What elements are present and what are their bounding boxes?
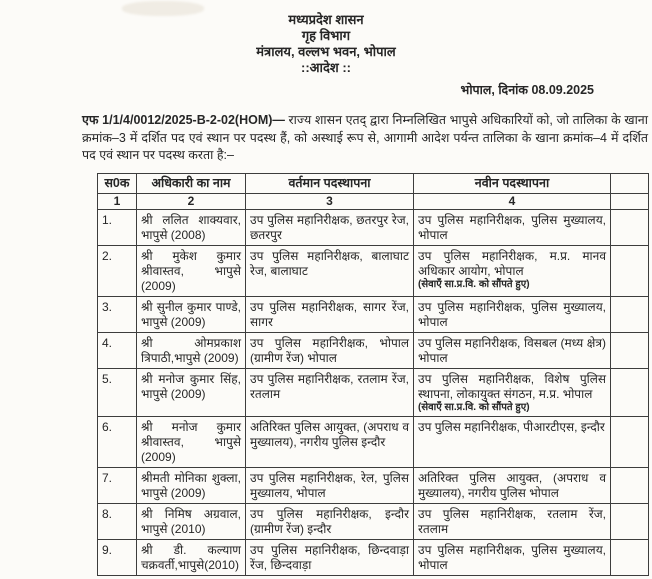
header-sno: स0क	[98, 173, 137, 193]
table-row	[98, 503, 649, 539]
header-current-posting: वर्तमान पदस्थापना	[246, 173, 414, 193]
current-posting-cell: उप पुलिस महानिरीक्षक, इन्दौर (ग्रामीण रेंज) इन्दौर	[246, 503, 414, 539]
table-row	[98, 368, 649, 416]
spare-cell	[611, 245, 649, 296]
current-posting-cell: अतिरिक्त पुलिस आयुक्त, (अपराध व मुख्यालय), नगरीय पुलिस इन्दौर	[246, 416, 414, 467]
sno-cell: 9.	[98, 539, 137, 575]
column-number: 3	[246, 193, 414, 209]
header-officer-name: अधिकारी का नाम	[137, 173, 246, 193]
new-posting-cell: उप पुलिस महानिरीक्षक, पीआरटीएस, इन्दौर	[414, 416, 611, 467]
header-new-posting: नवीन पदस्थापना	[414, 173, 611, 193]
table-row	[98, 539, 649, 575]
spare-cell	[611, 368, 649, 416]
new-posting-cell: उप पुलिस महानिरीक्षक, पुलिस मुख्यालय, भोपाल	[414, 209, 611, 245]
government-name: मध्यप्रदेश शासन	[288, 12, 364, 27]
sno-cell: 8.	[98, 503, 137, 539]
officer-name-cell: श्रीमती मोनिका शुक्ला, भापुसे (2009)	[137, 467, 246, 503]
spare-cell	[611, 539, 649, 575]
order-paragraph	[82, 112, 648, 165]
table-row	[98, 332, 649, 368]
sno-cell: 1.	[98, 209, 137, 245]
order-heading: ::आदेश ::	[301, 60, 351, 75]
table-header-row	[98, 173, 649, 193]
column-number-row	[98, 193, 649, 209]
new-posting-cell: उप पुलिस महानिरीक्षक, पुलिस मुख्यालय, भोपाल	[414, 539, 611, 575]
place-and-date: भोपाल, दिनांक 08.09.2025	[460, 83, 594, 97]
order-body-text: राज्य शासन एतद् द्वारा निम्नलिखित भापुसे अधिकारियों को, जो तालिका के खाना क्रमांक–3 में दर्शित पद एवं स्थान पर पदस्थ हैं, को अस्थाई रूप से, आगामी आदेश पर्यन्त तालिका के खाना क्रमांक–4 में दर्शित पद एवं स्थान पर पदस्थ करता है:–	[82, 113, 648, 162]
spare-cell	[611, 296, 649, 332]
handover-note: (सेवाएँ सा.प्र.वि. को सौंपते हुए)	[418, 401, 530, 413]
order-reference-number: एफ 1/1/4/0012/2025-B-2-02(HOM)—	[82, 113, 285, 127]
transfer-table-body	[98, 209, 649, 575]
sno-cell: 7.	[98, 467, 137, 503]
current-posting-cell: उप पुलिस महानिरीक्षक, रेल, पुलिस मुख्यालय, भोपाल	[246, 467, 414, 503]
handover-note: (सेवाएँ सा.प्र.वि. को सौंपते हुए)	[418, 278, 530, 290]
new-posting-cell: उप पुलिस महानिरीक्षक, म.प्र. मानव अधिकार आयोग, भोपाल (सेवाएँ सा.प्र.वि. को सौंपते हुए)	[414, 245, 611, 296]
column-number: 2	[137, 193, 246, 209]
sno-cell: 2.	[98, 245, 137, 296]
officer-name-cell: श्री सुनील कुमार पाण्डे, भापुसे (2009)	[137, 296, 246, 332]
table-row	[98, 209, 649, 245]
new-posting-cell: उप पुलिस महानिरीक्षक, विशेष पुलिस स्थापना, लोकायुक्त संगठन, म.प्र. भोपाल (सेवाएँ सा.प्र.वि. को सौंपते हुए)	[414, 368, 611, 416]
sno-cell: 6.	[98, 416, 137, 467]
officer-name-cell: श्री मनोज कुमार सिंह, भापुसे (2009)	[137, 368, 246, 416]
officer-name-cell: श्री डी. कल्याण चक्रवर्ती,भापुसे(2010)	[137, 539, 246, 575]
transfer-table	[97, 173, 649, 576]
column-number-spare	[611, 193, 649, 209]
spare-cell	[611, 209, 649, 245]
table-row	[98, 467, 649, 503]
new-posting-cell: अतिरिक्त पुलिस आयुक्त, (अपराध व मुख्यालय), नगरीय पुलिस भोपाल	[414, 467, 611, 503]
officer-name-cell: श्री मनोज कुमार श्रीवास्तव, भापुसे (2009)	[137, 416, 246, 467]
scan-artifact	[122, 1, 204, 16]
spare-cell	[611, 416, 649, 467]
table-row	[98, 245, 649, 296]
new-posting-cell: उप पुलिस महानिरीक्षक, रतलाम रेंज, रतलाम	[414, 503, 611, 539]
current-posting-cell: उप पुलिस महानिरीक्षक, छिन्दवाड़ा रेंज, छिन्दवाड़ा	[246, 539, 414, 575]
current-posting-cell: उप पुलिस महानिरीक्षक, छतरपुर रेज, छतरपुर	[246, 209, 414, 245]
current-posting-cell: उप पुलिस महानिरीक्षक, सागर रेंज, सागर	[246, 296, 414, 332]
sno-cell: 4.	[98, 332, 137, 368]
sno-cell: 3.	[98, 296, 137, 332]
current-posting-cell: उप पुलिस महानिरीक्षक, बालाघाट रेज, बालाघाट	[246, 245, 414, 296]
header-spare	[611, 173, 649, 193]
office-address: मंत्रालय, वल्लभ भवन, भोपाल	[256, 44, 396, 59]
current-posting-cell: उप पुलिस महानिरीक्षक, भोपाल (ग्रामीण रेंज) भोपाल	[246, 332, 414, 368]
table-row	[98, 296, 649, 332]
current-posting-cell: उप पुलिस महानिरीक्षक, रतलाम रेंज, रतलाम	[246, 368, 414, 416]
department-name: गृह विभाग	[301, 28, 351, 43]
officer-name-cell: श्री मुकेश कुमार श्रीवास्तव, भापुसे (2009)	[137, 245, 246, 296]
new-posting-cell: उप पुलिस महानिरीक्षक, विसबल (मध्य क्षेत्र) भोपाल	[414, 332, 611, 368]
spare-cell	[611, 332, 649, 368]
table-row	[98, 416, 649, 467]
officer-name-cell: श्री ओमप्रकाश त्रिपाठी,भापुसे (2009)	[137, 332, 246, 368]
spare-cell	[611, 467, 649, 503]
spare-cell	[611, 503, 649, 539]
officer-name-cell: श्री ललित शाक्यवार, भापुसे (2008)	[137, 209, 246, 245]
new-posting-cell: उप पुलिस महानिरीक्षक, पुलिस मुख्यालय, भोपाल	[414, 296, 611, 332]
sno-cell: 5.	[98, 368, 137, 416]
officer-name-cell: श्री निमिष अग्रवाल, भापुसे (2010)	[137, 503, 246, 539]
column-number: 1	[98, 193, 137, 209]
document-header	[0, 0, 652, 76]
column-number: 4	[414, 193, 611, 209]
